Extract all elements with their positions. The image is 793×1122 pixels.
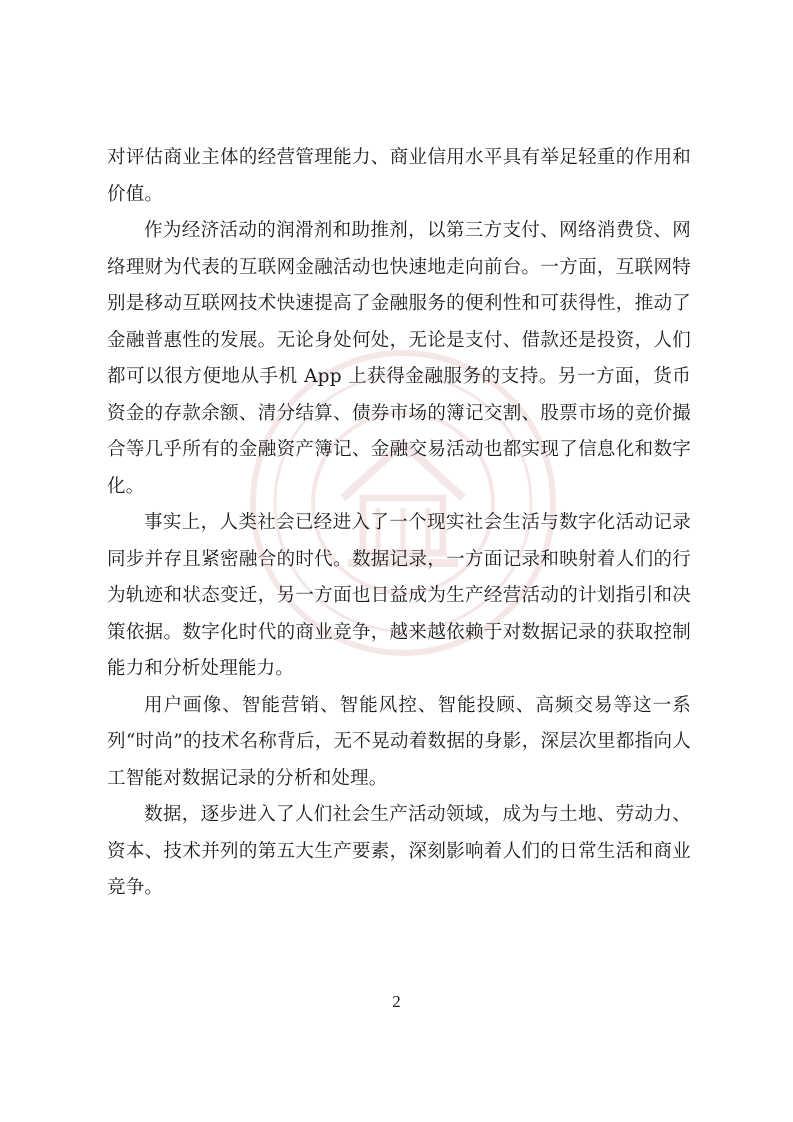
paragraph-ai-technologies: 用户画像、智能营销、智能风控、智能投顾、高频交易等这一系列“时尚”的技术名称背后，无不晃动着数据的身影，深层次里都指向人工智能对数据记录的分析和处理。: [107, 694, 691, 789]
document-body: [107, 140, 691, 907]
paragraph-continuation: 对评估商业主体的经营管理能力、商业信用水平具有举足轻重的作用和价值。: [107, 147, 691, 205]
page-number: 2: [392, 992, 401, 1011]
paragraph-internet-finance: 作为经济活动的润滑剂和助推剂，以第三方支付、网络消费贷、网络理财为代表的互联网金融活动也快速地走向前台。一方面，互联网特别是移动互联网技术快速提高了金融服务的便利性和可获得性，推动了金融普惠性的发展。无论身处何处，无论是支付、借款还是投资，人们都可以很方便地从手机 App 上获得金融服务的支持。另一方面，货币资金的存款余额、清分结算、债券市场的簿记交割、股票市场的竞价撮合等几乎所有的金融资产簿记、金融交易活动也都实现了信息化和数字化。: [107, 220, 691, 497]
paragraph-data-factor: 数据，逐步进入了人们社会生产活动领域，成为与土地、劳动力、资本、技术并列的第五大生产要素，深刻影响着人们的日常生活和商业竞争。: [107, 804, 691, 898]
paragraph-digital-era: 事实上，人类社会已经进入了一个现实社会生活与数字化活动记录同步并存且紧密融合的时代。数据记录，一方面记录和映射着人们的行为轨迹和状态变迁，另一方面也日益成为生产经营活动的计划指引和决策依据。数字化时代的商业竞争，越来越依赖于对数据记录的获取控制能力和分析处理能力。: [107, 512, 691, 679]
